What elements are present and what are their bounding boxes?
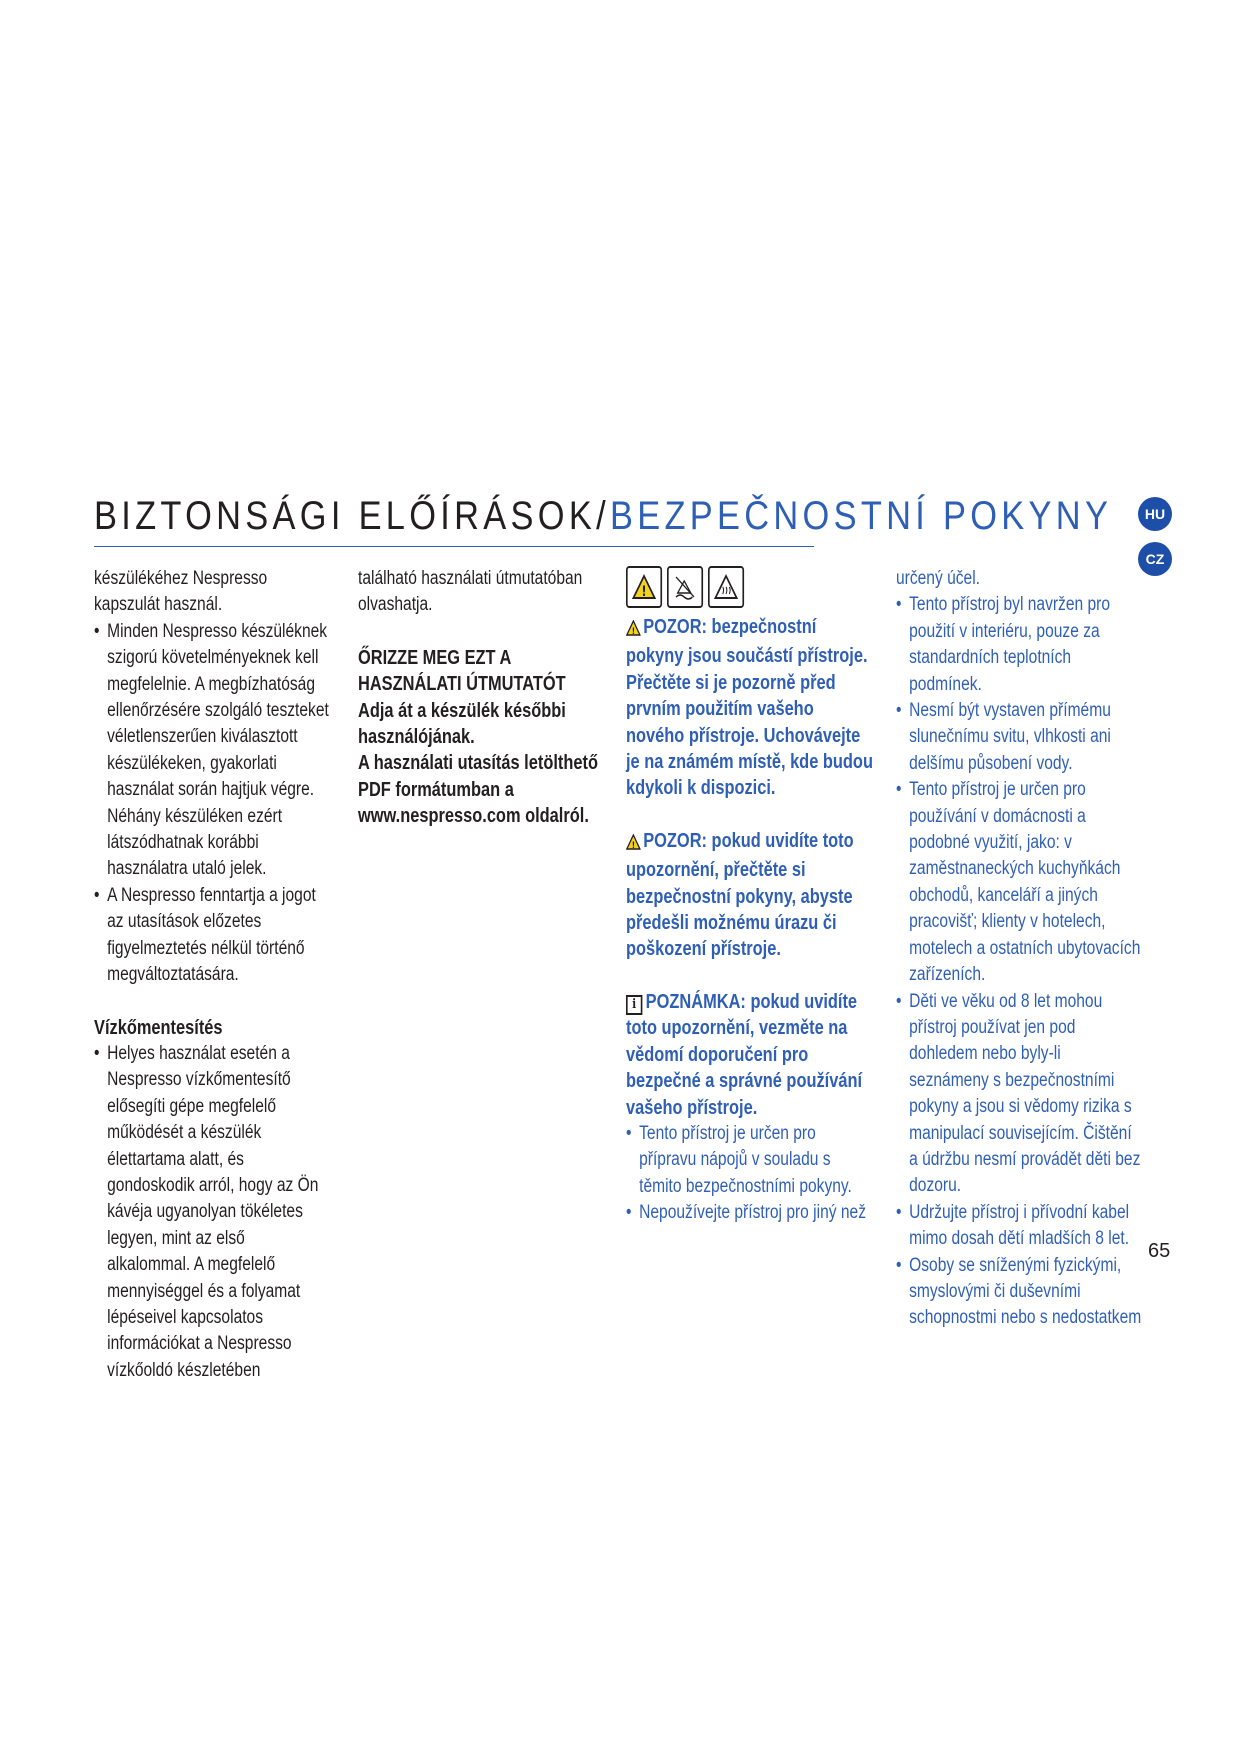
warning-triangle-icon: [626, 566, 662, 608]
svg-text:!: !: [631, 625, 636, 636]
col3-note: [626, 989, 875, 1121]
lang-badge-cz: CZ: [1138, 542, 1172, 576]
warning-icon: [626, 617, 641, 643]
info-icon: i: [626, 995, 642, 1015]
col4-bullet-4: • Děti ve věku od 8 let mohou přístroj používat jen pod dohledem nebo byly-li seznámeny s bezpečnostními pokyny a jsou si vědomy rizika s manipulací souvisejícím. Čištění a údržbu nesmí provádět děti bez dozoru.: [896, 989, 1142, 1200]
col3-warning-2-text: POZOR: pokud uvidíte toto upozornění, přečtěte si bezpečnostní pokyny, abyste předešli možnému úrazu či poškození přístroje.: [626, 829, 854, 961]
title-cz: BEZPEČNOSTNÍ POKYNY: [609, 494, 1113, 538]
hot-surface-icon: [708, 566, 744, 608]
warning-icon: [626, 831, 641, 857]
col3-bullet-1: • Tento přístroj je určen pro přípravu nápojů v souladu s těmito bezpečnostními pokyny.: [626, 1121, 875, 1200]
column-3: [626, 566, 875, 1227]
col4-bullet-6: • Osoby se sníženými fyzickými, smyslovými či duševními schopnostmi nebo s nedostatkem: [896, 1253, 1142, 1332]
col1-intro: készülékéhez Nespresso kapszulát használ.: [94, 568, 268, 616]
col3-note-text: POZNÁMKA: pokud uvidíte toto upozornění, vezměte na vědomí doporučení pro bezpečné a správné používání vašeho přístroje.: [626, 990, 863, 1119]
no-water-immersion-icon: [667, 566, 703, 608]
column-1: [94, 566, 332, 1384]
column-4: [896, 566, 1142, 1332]
col1-heading-descaling: Vízkőmentesítés: [94, 1016, 223, 1039]
col1-bullet-3: • Helyes használat esetén a Nespresso vízkőmentesítő elősegíti gépe megfelelő működését a készülék élettartama alatt, és gondoskodik arról, hogy az Ön kávéja ugyanolyan tökéletes legyen, mint az első alkalommal. A megfelelő mennyiséggel és a folyamat lépéseivel kapcsolatos információkat a Nespresso vízkőoldó készletében: [94, 1041, 332, 1384]
col2-download: A használati utasítás letölthető PDF formátumban a www.nespresso.com oldalról.: [358, 752, 598, 828]
col2-intro: található használati útmutatóban olvashatja.: [358, 568, 583, 616]
lang-badge-hu: HU: [1138, 497, 1172, 531]
col4-bullet-1: • Tento přístroj byl navržen pro použití v interiéru, pouze za standardních teplotních podmínek.: [896, 592, 1142, 698]
svg-text:!: !: [631, 839, 636, 850]
col1-bullet-2: • A Nespresso fenntartja a jogot az utasítások előzetes figyelmeztetés nélkül történő megváltoztatására.: [94, 883, 332, 989]
title-hu: BIZTONSÁGI ELŐÍRÁSOK/: [94, 494, 610, 538]
page-title: [94, 490, 1113, 542]
column-2: [358, 566, 604, 830]
title-underline: [94, 546, 814, 547]
col3-bullet-2: • Nepoužívejte přístroj pro jiný než: [626, 1200, 875, 1226]
col3-warning-1-text: POZOR: bezpečnostní pokyny jsou součástí přístroje. Přečtěte si je pozorně před prvním použitím vašeho nového přístroje. Uchovávejte je na známém místě, kde budou kdykoli k dispozici.: [626, 616, 873, 800]
svg-text:!: !: [641, 583, 647, 601]
col2-keep-manual-heading: ŐRIZZE MEG EZT A HASZNÁLATI ÚTMUTATÓT: [358, 646, 566, 696]
col3-warning-1: [626, 614, 875, 802]
col4-intro: určený účel.: [896, 568, 981, 589]
col3-warning-2: [626, 828, 875, 963]
safety-icons: [626, 566, 875, 606]
col2-pass-on: Adja át a készülék későbbi használójának.: [358, 699, 566, 749]
col4-bullet-5: • Udržujte přístroj i přívodní kabel mimo dosah dětí mladších 8 let.: [896, 1200, 1142, 1253]
page-number: 65: [1148, 1240, 1171, 1262]
col4-bullet-3: • Tento přístroj je určen pro používání v domácnosti a podobné využití, jako: v zaměstnaneckých kuchyňkách obchodů, kanceláří a jiných pracovišť; klienty v hotelech, motelech a ostatních ubytovacích zařízeních.: [896, 777, 1142, 988]
col4-bullet-2: • Nesmí být vystaven přímému slunečnímu svitu, vlhkosti ani delšímu působení vody.: [896, 698, 1142, 777]
col1-bullet-1: • Minden Nespresso készüléknek szigorú követelményeknek kell megfelelnie. A megbízhatóság ellenőrzésére szolgáló teszteket véletlenszerűen kiválasztott készülékeken, gyakorlati használat során hajtjuk végre. Néhány készüléken ezért látszódhatnak korábbi használatra utaló jelek.: [94, 619, 332, 883]
